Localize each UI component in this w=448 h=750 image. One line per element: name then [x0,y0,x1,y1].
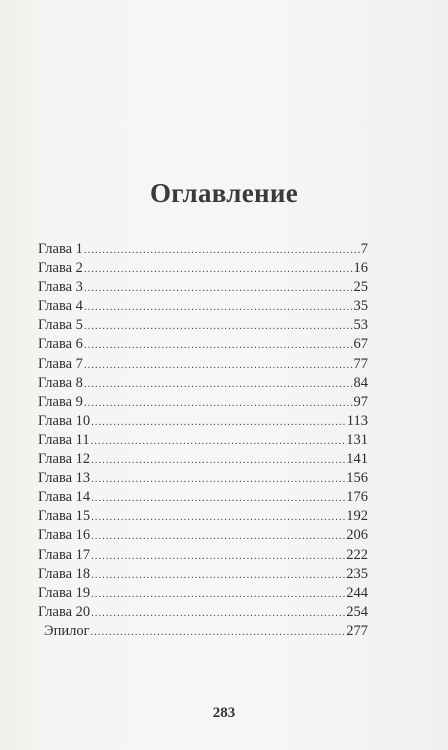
toc-entry-page: 244 [346,584,368,601]
toc-entry-page: 25 [353,279,368,296]
toc-entry-label: Глава 20 [38,603,91,620]
toc-entry-page: 97 [353,393,368,410]
toc-entry [38,431,368,450]
toc-entry-label: Глава 4 [38,298,83,315]
toc-entry [38,450,368,469]
dot-leader [91,508,345,527]
page-title: Оглавление [150,178,298,208]
dot-leader [84,260,353,279]
toc-entry [38,240,368,259]
dot-leader [84,394,353,413]
dot-leader [84,336,353,355]
toc-entry-page: 141 [346,451,368,468]
toc-entry-page: 53 [353,317,368,334]
dot-leader [91,432,346,451]
toc-entry [38,565,368,584]
toc-entry [38,469,368,488]
toc-entry [38,278,368,297]
toc-entry [38,488,368,507]
toc-entry [38,603,368,622]
dot-leader [91,413,346,432]
toc-entry-label: Глава 17 [38,546,91,563]
toc-entry-label: Глава 18 [38,565,91,582]
toc-entry-page: 192 [346,508,368,525]
toc-entry-page: 131 [346,431,368,448]
toc-entry-page: 84 [353,374,368,391]
toc-entry-page: 206 [346,527,368,544]
dot-leader [91,566,345,585]
toc-entry-page: 35 [353,298,368,315]
toc-entry-label: Глава 2 [38,260,83,277]
dot-leader [91,489,345,508]
dot-leader [84,317,353,336]
toc-entry [38,393,368,412]
toc-entry-page: 7 [360,241,368,257]
toc-entry-label: Глава 16 [38,527,91,544]
toc-entry-label: Глава 7 [38,355,83,372]
toc-entry-page: 67 [353,336,368,353]
toc-entry-label: Глава 14 [38,489,91,506]
toc-entry-label: Глава 11 [38,431,90,448]
toc-entry-label: Глава 8 [38,374,83,391]
dot-leader [91,604,345,623]
dot-leader [91,527,345,546]
toc-entry-label: Глава 1 [38,241,83,257]
dot-leader [84,356,353,375]
dot-leader [91,623,346,642]
toc-entry [38,335,368,354]
dot-leader [84,375,353,394]
toc-entry-page: 277 [346,622,368,639]
table-of-contents [38,240,368,641]
toc-entry [38,412,368,431]
toc-entry-page: 222 [346,546,368,563]
dot-leader [84,241,360,260]
toc-entry-label: Глава 19 [38,584,91,601]
toc-entry-label: Глава 12 [38,451,91,468]
toc-entry [38,355,368,374]
toc-entry [38,259,368,278]
dot-leader [91,585,345,604]
toc-entry [38,546,368,565]
toc-entry [38,507,368,526]
toc-entry [38,297,368,316]
toc-entry-label: Глава 15 [38,508,91,525]
toc-entry-label: Эпилог [44,622,90,639]
dot-leader [91,470,345,489]
toc-entry-label: Глава 9 [38,393,83,410]
toc-entry-label: Глава 10 [38,412,91,429]
toc-entry [38,526,368,545]
toc-entry-page: 254 [346,603,368,620]
toc-entry-epilogue [38,622,368,641]
toc-entry [38,584,368,603]
toc-entry-label: Глава 3 [38,279,83,296]
toc-entry-page: 156 [346,470,368,487]
dot-leader [91,451,345,470]
toc-entry-label: Глава 5 [38,317,83,334]
page-number: 283 [212,705,236,721]
toc-entry-label: Глава 13 [38,470,91,487]
toc-entry-page: 77 [353,355,368,372]
dot-leader [84,279,353,298]
toc-entry-page: 113 [346,412,368,429]
toc-entry [38,316,368,335]
dot-leader [91,547,345,566]
toc-entry-page: 235 [346,565,368,582]
toc-entry-label: Глава 6 [38,336,83,353]
dot-leader [84,298,353,317]
toc-entry [38,374,368,393]
toc-entry-page: 16 [353,260,368,277]
toc-entry-page: 176 [346,489,368,506]
